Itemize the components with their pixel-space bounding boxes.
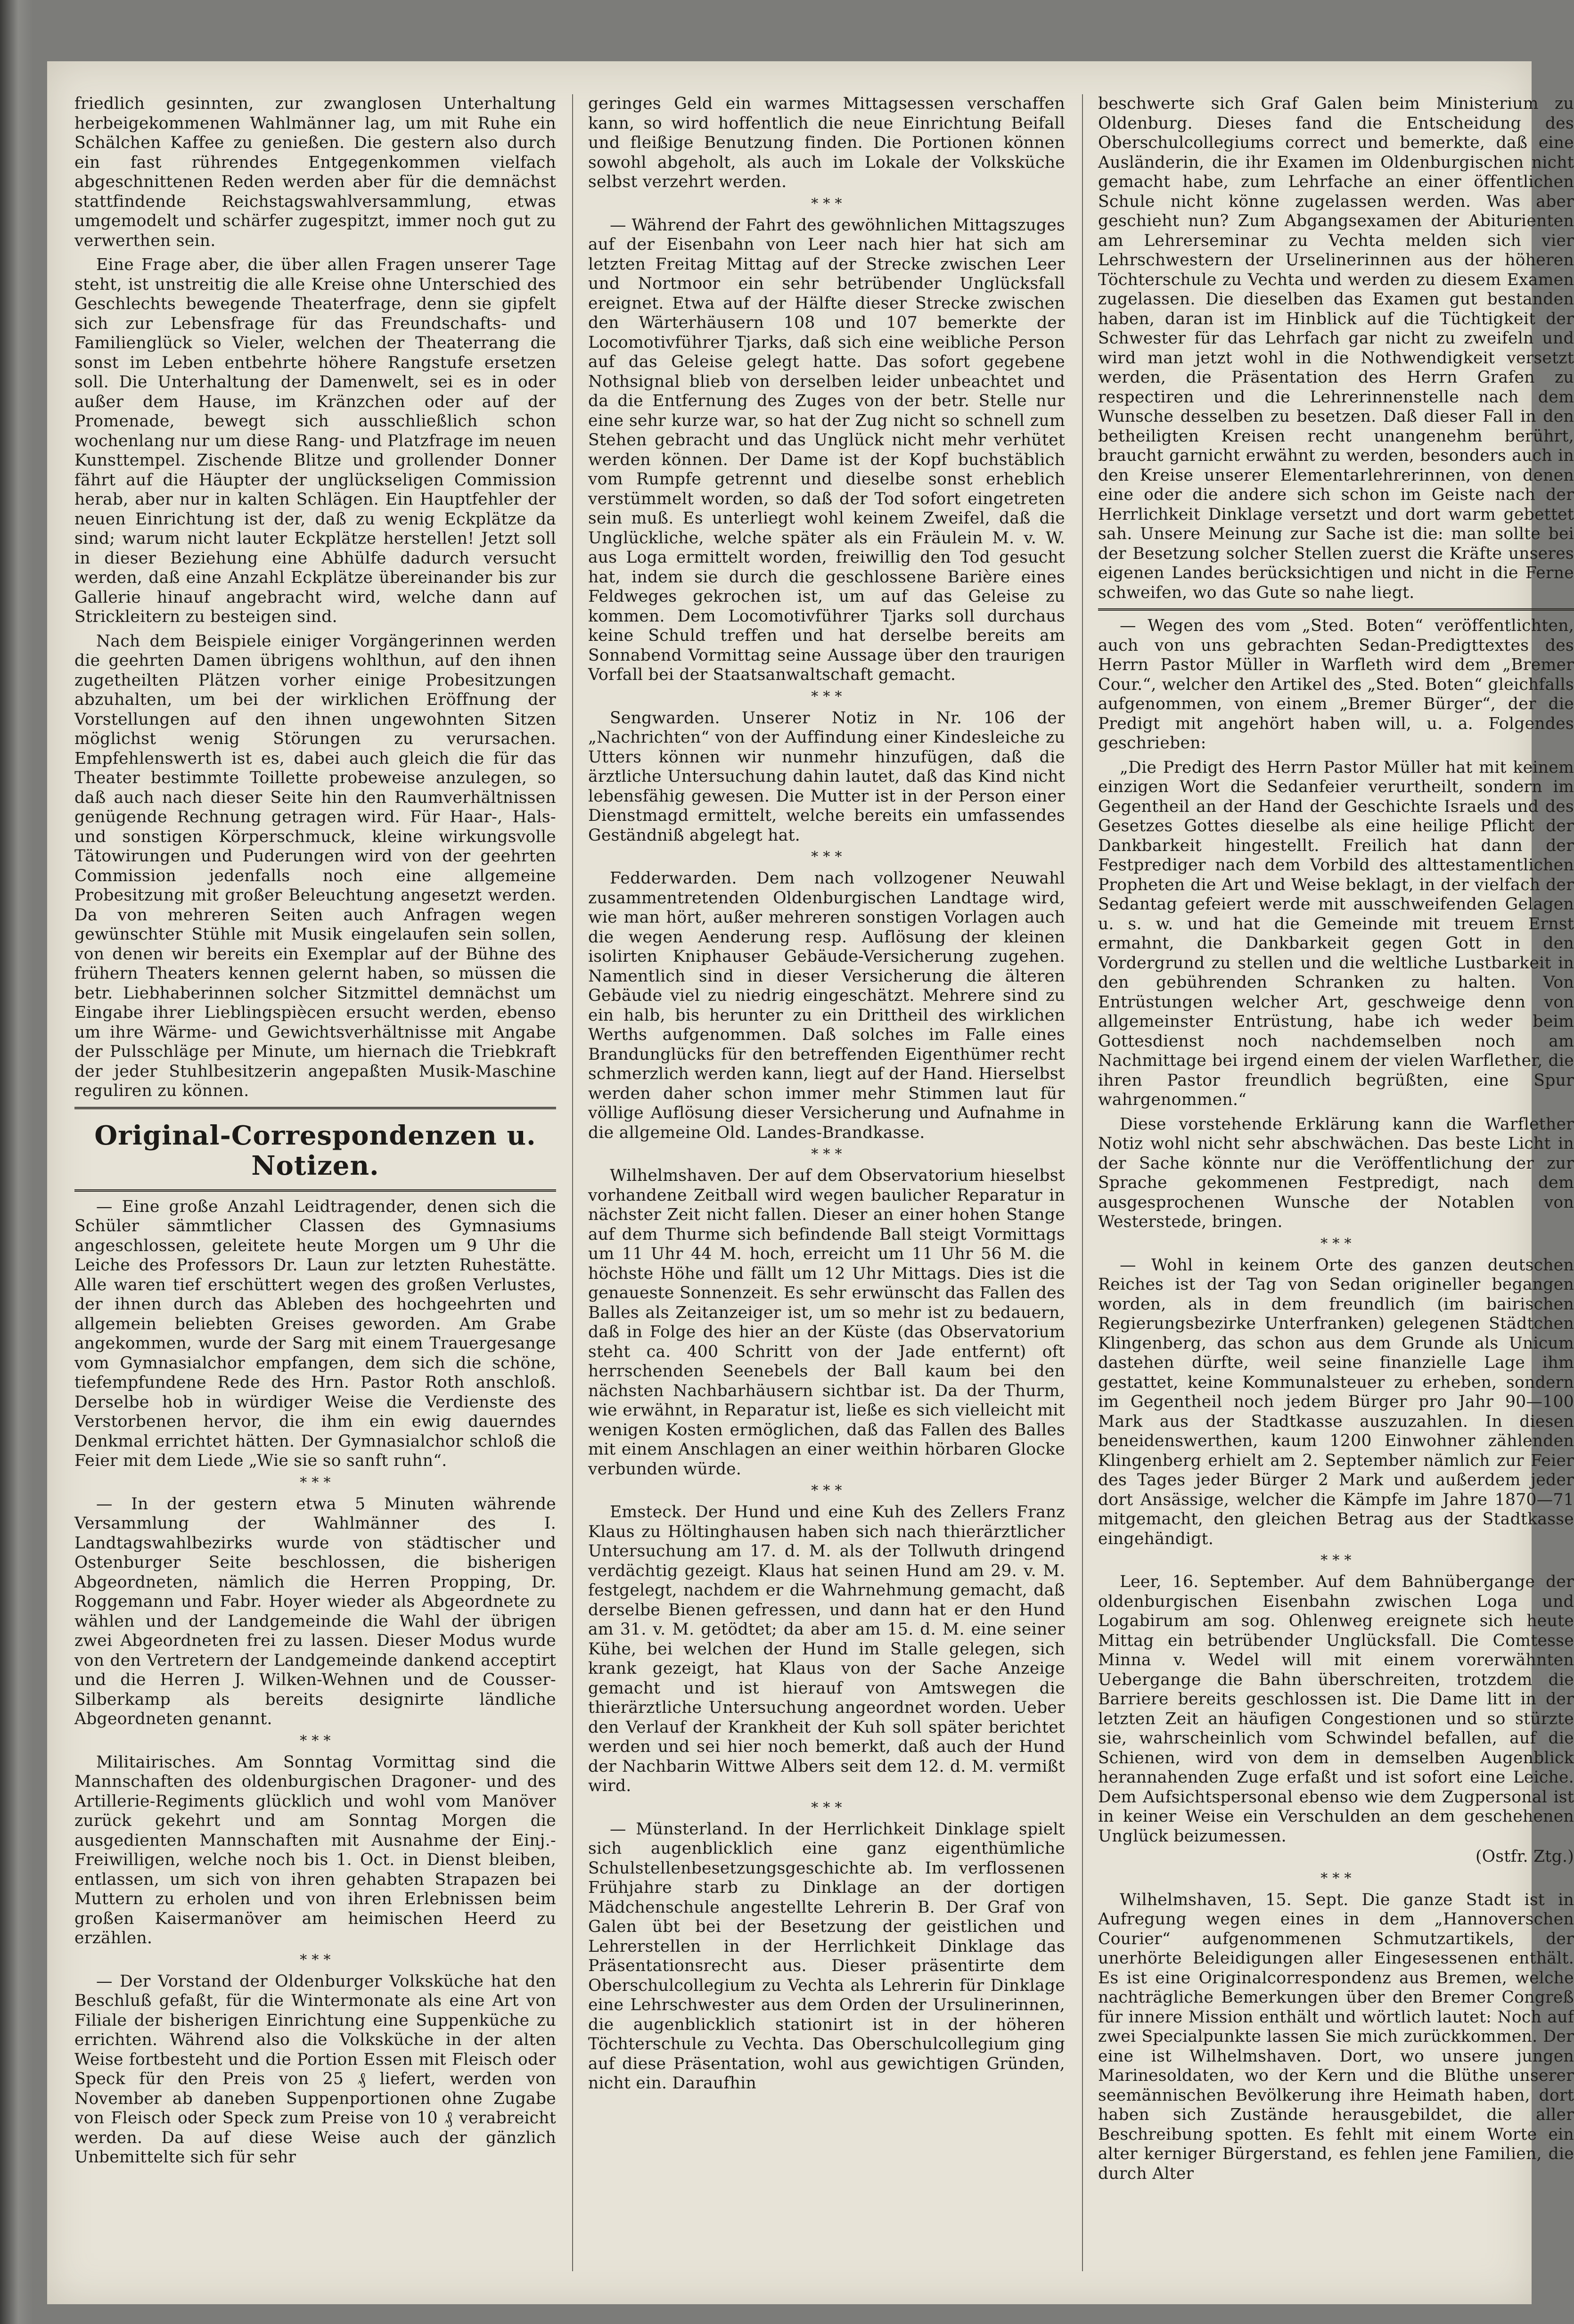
separator-stars: * * * xyxy=(1320,1870,1352,1887)
separator-stars: * * * xyxy=(300,1951,331,1968)
article-paragraph: Emsteck. Der Hund und eine Kuh des Zellers Franz Klaus zu Höltinghausen haben sich nach thierärztlicher Untersuchung am 17. d. M. als der Tollwuth dringend verdächtig gezeigt. Klaus hat seinen Hund am 29. v. M. festgelegt, nachdem er die Wahrnehmung gemacht, daß derselbe Bienen gefressen, und dann hat er den Hund am 31. v. M. getödtet; da aber am 15. d. M. eine seiner Kühe, bei welchen der Hund im Stalle gelegen, sich krank gezeigt, hat Klaus von der Sache Anzeige gemacht und ist hierauf von Amtswegen die thierärztliche Untersuchung angeordnet worden. Ueber den Verlauf der Krankheit der Kuh soll später berichtet werden und sei hier noch bemerkt, daß auch der Hund der Nachbarin Wittwe Albers seit dem 12. d. M. vermißt wird. xyxy=(588,1503,1065,1795)
article-paragraph: Fedderwarden. Dem nach vollzogener Neuwahl zusammentretenden Oldenburgischen Landtage wird, wie man hört, außer mehreren sonstigen Vorlagen auch die wegen Aenderung resp. Auflösung der kleinen isolirten Kniphauser Gebäude-Versicherung zugehen. Namentlich sind in dieser Versicherung die älteren Gebäude viel zu niedrig eingeschätzt. Mehrere sind zu ein halb, bis herunter zu ein Drittheil des wirklichen Werths aufgenommen. Daß solches im Falle eines Brandunglücks für den betreffenden Eigenthümer recht schmerzlich werden kann, liegt auf der Hand. Hierselbst werden daher schon immer mehr Stimmen laut für völlige Auflösung dieser Versicherung und Aufnahme in die allgemeine Old. Landes-Brandkasse. xyxy=(588,869,1065,1142)
separator-stars: * * * xyxy=(300,1732,331,1749)
column-divider xyxy=(572,94,573,2271)
article-paragraph: — In der gestern etwa 5 Minuten währende Versammlung der Wahlmänner des I. Landtagswahlbezirks wurde von städtischer und Ostenburger Seite beschlossen, die bisherigen Abgeordneten, nämlich die Herren Propping, Dr. Roggemann und Fabr. Hoyer wieder als Abgeordnete zu wählen und der Landgemeinde die Wahl der übrigen zwei Abgeordneten frei zu lassen. Dieser Modus wurde von den Vertretern der Landgemeinde dankend acceptirt und die Herren J. Wilken-Wehnen und de Cousser-Silberkamp als bereits designirte ländliche Abgeordneten genannt. xyxy=(74,1494,556,1728)
separator-stars: * * * xyxy=(811,195,842,212)
article-paragraph: — Wohl in keinem Orte des ganzen deutschen Reiches ist der Tag von Sedan origineller begangen worden, als in dem freundlich (im bairischen Regierungsbezirke Unterfranken) gelegenen Städtchen Klingenberg, das schon aus dem Grunde als Unicum dastehen dürfte, weil seine finanzielle Lage ihm gestattet, keine Kommunalsteuer zu erheben, sondern im Gegentheil noch jedem Bürger pro Jahr 90—100 Mark aus der Stadtkasse auszuzahlen. In diesen beneidenswerthen, kaum 1200 Einwohner zählenden Klingenberg erhielt am 2. September nämlich zur Feier des Tages jeder Bürger 2 Mark und außerdem jeder dort Ansässige, welcher die Kämpfe im Jahre 1870—71 mitgemacht, den gleichen Betrag aus der Stadtkasse eingehändigt. xyxy=(1098,1255,1574,1548)
column-1 xyxy=(74,94,556,2271)
article-paragraph: „Die Predigt des Herrn Pastor Müller hat mit keinem einzigen Wort die Sedanfeier verurtheilt, sondern im Gegentheil an der Hand der Geschichte Israels und des Gesetzes Gottes dieselbe als eine heilige Pflicht der Dankbarkeit hingestellt. Freilich hat dann der Festprediger nach dem Vorbild des alttestamentlichen Propheten die Art und Weise beklagt, in der vielfach der Sedantag gefeiert werde mit ausschweifenden Gelagen u. s. w. und hat die Gemeinde mit treuem Ernst ermahnt, die Dankbarkeit gegen Gott in den Vordergrund zu stellen und die weltliche Lustbarkeit in den gebührenden Schranken zu halten. Von Entrüstungen welcher Art, geschweige denn von allgemeinster Entrüstung, habe ich weder beim Gottesdienst noch nachdemselben noch am Nachmittage bei irgend einem der vielen Warflether, die ihren Pastor freundlich begrüßten, eine Spur wahrgenommen.“ xyxy=(1098,758,1574,1109)
article-paragraph: — Münsterland. In der Herrlichkeit Dinklage spielt sich augenblicklich eine ganz eigenthümliche Schulstellenbesetzungsgeschichte ab. Im verflossenen Frühjahre starb zu Dinklage an der dortigen Mädchenschule angestellte Lehrerin B. Der Graf von Galen übt bei der Besetzung der geistlichen und Lehrerstellen in der Herrlichkeit Dinklage das Präsentationsrecht aus. Dieser präsentirte dem Oberschulcollegium zu Vechta als Lehrerin für Dinklage eine Lehrschwester aus dem Orden der Ursulinerinnen, die augenblicklich stationirt ist in der höheren Töchterschule zu Vechta. Das Oberschulcollegium ging auf diese Präsentation, wohl aus gewichtigen Gründen, nicht ein. Daraufhin xyxy=(588,1819,1065,2093)
separator-stars: * * * xyxy=(811,849,842,865)
article-paragraph: friedlich gesinnten, zur zwanglosen Unterhaltung herbeigekommenen Wahlmänner lag, um mit Ruhe ein Schälchen Kaffee zu genießen. Die gestern also durch ein fast rührendes Entgegenkommen vielfach abgeschnittenen Reden werden aber für die demnächst stattfindende Reichstagswahlversammlung, etwas umgemodelt und schärfer zugespitzt, immer noch gut zu verwerthen sein. xyxy=(74,94,556,250)
article-paragraph: Militairisches. Am Sonntag Vormittag sind die Mannschaften des oldenburgischen Dragoner- und des Artillerie-Regiments glücklich und wohl vom Manöver zurück gekehrt und am Sonntag Morgen die ausgedienten Mannschaften mit Ausnahme der Einj.-Freiwilligen, welche noch bis 1. Oct. in Dienst bleiben, entlassen, um sich von ihren gehabten Strapazen bei Muttern zu erholen und von ihren Erlebnissen beim großen Kaisermanöver am heimischen Heerd zu erzählen. xyxy=(74,1752,556,1948)
separator-stars: * * * xyxy=(1320,1235,1352,1252)
article-paragraph: Sengwarden. Unserer Notiz in Nr. 106 der „Nachrichten“ von der Auffindung einer Kindesleiche zu Utters können wir nunmehr hinzufügen, daß die ärztliche Untersuchung dahin lautet, daß das Kind nicht lebensfähig gewesen. Die Mutter ist in der Person einer Dienstmagd ermittelt, welche bereits ein umfassendes Geständniß abgelegt hat. xyxy=(588,708,1065,845)
section-rule xyxy=(74,1107,556,1109)
separator-stars: * * * xyxy=(300,1474,331,1491)
article-paragraph: Wilhelmshaven, 15. Sept. Die ganze Stadt ist in Aufregung wegen eines in dem „Hannoverschen Courier“ aufgenommenen Schmutzartikels, der unerhörte Beleidigungen aller Eingesessenen enthält. Es ist eine Originalcorrespondenz aus Bremen, welche nachträgliche Bemerkungen über den Bremer Congreß für innere Mission enthält und wörtlich lautet: Noch auf zwei Specialpunkte lassen Sie mich zurückkommen. Der eine ist Wilhelmshaven. Dort, wo unsere jungen Marinesoldaten, wo der Kern und die Blüthe unserer seemännischen Bevölkerung ihre Heimath haben, dort haben sich Zustände herausgebildet, die aller Beschreibung spotten. Es fehlt mit einem Worte ein alter kerniger Bürgerstand, es fehlen jene Familien, die durch Alter xyxy=(1098,1890,1574,2183)
article-paragraph: — Wegen des vom „Sted. Boten“ veröffentlichten, auch von uns gebrachten Sedan-Predigttextes des Herrn Pastor Müller in Warfleth wird dem „Bremer Cour.“, welcher den Artikel des „Sted. Boten“ gleichfalls aufgenommen, von einem „Bremer Bürger“, der die Predigt mit angehört haben will, u. a. Folgendes geschrieben: xyxy=(1098,616,1574,753)
section-rule xyxy=(74,1189,556,1192)
separator-stars: * * * xyxy=(811,1482,842,1499)
article-paragraph: beschwerte sich Graf Galen beim Ministerium zu Oldenburg. Dieses fand die Entscheidung des Oberschulcollegiums correct und bemerkte, daß eine Ausländerin, die ihr Examen im Oldenburgischen nicht gemacht habe, zum Lehrfache an einer öffentlichen Schule nicht könne zugelassen werden. Was aber geschieht nun? Zum Abgangsexamen der Abiturienten am Lehrerseminar zu Vechta melden sich vier Lehrschwestern der Urselinerinnen aus der höheren Töchterschule zu Vechta und werden zu diesem Examen zugelassen. Die dieselben das Examen gut bestanden haben, daran ist im Hinblick auf die Tüchtigkeit der Schwester für das Lehrfach gar nicht zu zweifeln und wird man jetzt wohl in die Nothwendigkeit versetzt werden, die Präsentation des Herrn Grafen zu respectiren und die Lehrerinnenstelle nach dem Wunsche desselben zu besetzen. Daß dieser Fall in den betheiligten Kreisen recht unangenehm berührt, braucht garnicht erwähnt zu werden, besonders auch in den Kreise unserer Elementarlehrerinnen, von denen eine oder die andere sich schon im Geiste nach der Herrlichkeit Dinklage versetzt und dort warm gebettet sah. Unsere Meinung zur Sache ist die: man sollte bei der Besetzung solcher Stellen zuerst die Kräfte unseres eigenen Landes berücksichtigen und nicht in die Ferne schweifen, wo das Gute so nahe liegt. xyxy=(1098,94,1574,602)
section-heading: Original-Correspondenzen u. Notizen. xyxy=(94,1120,536,1181)
article-paragraph: Diese vorstehende Erklärung kann die Warflether Notiz wohl nicht sehr abschwächen. Das beste Licht in der Sache könnte nur die Veröffentlichung der zur Sprache gekommenen Festpredigt, nach dem ausgesprochenen Wunsche der Notablen von Westerstede, bringen. xyxy=(1098,1114,1574,1231)
section-rule xyxy=(1098,608,1574,611)
newspaper-page xyxy=(47,61,1574,2304)
article-paragraph: Eine Frage aber, die über allen Fragen unserer Tage steht, ist unstreitig die alle Kreise ohne Unterschied des Geschlechts bewegende Theaterfrage, denn sie gipfelt sich zur Lebensfrage für das Freundschafts- und Familienglück so Vieler, welchen der Theaterrang die sonst im Leben entbehrte höhere Rangstufe ersetzen soll. Die Unterhaltung der Damenwelt, sei es in oder außer dem Hause, im Kränzchen oder auf der Promenade, bewegt sich ausschließlich schon wochenlang nur um diese Rang- und Platzfrage im neuen Kunsttempel. Zischende Blitze und grollender Donner fährt auf die Häupter der unglückseligen Commission herab, aber nur in kalten Schlägen. Ein Hauptfehler der neuen Einrichtung ist der, daß zu wenig Eckplätze da sind; warum nicht lauter Eckplätze herstellen! Jetzt soll in dieser Beziehung eine Abhülfe dadurch versucht werden, daß eine Anzahl Eckplätze übereinander bis zur Gallerie hinauf angebracht wird, welche dann auf Strickleitern zu besteigen sind. xyxy=(74,255,556,626)
article-paragraph: Nach dem Beispiele einiger Vorgängerinnen werden die geehrten Damen übrigens wohlthun, auf den ihnen zugetheilten Plätzen vorher einige Probesitzungen abzuhalten, um bei der wirklichen Eröffnung der Vorstellungen auf den ihnen ungewohnten Sitzen möglichst wenig Störungen zu verursachen. Empfehlenswerth ist es, dabei auch gleich die für das Theater bestimmte Toillette probeweise anzulegen, so daß auch nach dieser Seite hin den Raumverhältnissen genügende Rechnung getragen wird. Für Haar-, Hals- und sonstigen Körperschmuck, kleine wirkungsvolle Tätowirungen und Puderungen wird von der geehrten Commission jedenfalls noch eine allgemeine Probesitzung mit großer Beleuchtung angesetzt werden. Da von mehreren Seiten auch Anfragen wegen gewünschter Stühle mit Musik eingelaufen sein sollen, von denen wir bereits ein Exemplar auf der Bühne des frühern Theaters kennen gelernt haben, so müssen die betr. Liebhaberinnen solcher Sitzmittel demnächst um Eingabe ihrer Lieblingspiècen ersucht werden, ebenso um ihre Wärme- und Gewichtsverhältnisse mit Angabe der Pulsschläge per Minute, um hiernach die Triebkraft der jeder Stuhlbesitzerin angepaßten Musik-Maschine reguliren zu können. xyxy=(74,631,556,1100)
source-attribution: (Ostfr. Ztg.) xyxy=(1476,1847,1574,1866)
book-spine-shadow xyxy=(0,0,33,2324)
separator-stars: * * * xyxy=(811,1799,842,1816)
article-paragraph: — Während der Fahrt des gewöhnlichen Mittagszuges auf der Eisenbahn von Leer nach hier hat sich am letzten Freitag Mittag auf der Strecke zwischen Leer und Nortmoor ein sehr betrübender Unglücksfall ereignet. Etwa auf der Hälfte dieser Strecke zwischen den Wärterhäusern 108 und 107 bemerkte der Locomotivführer Tjarks, daß sich eine weibliche Person auf das Geleise gelegt hatte. Das sofort gegebene Nothsignal blieb von derselben leider unbeachtet und da die Entfernung des Zuges von der betr. Stelle nur eine sehr kurze war, so hat der Zug nicht so schnell zum Stehen gebracht und das Unglück nicht mehr verhütet werden können. Der Dame ist der Kopf buchstäblich vom Rumpfe getrennt und dieselbe sonst erheblich verstümmelt worden, so daß der Tod sofort eingetreten sein muß. Es unterliegt wohl keinem Zweifel, daß die Unglückliche, welche später als ein Fräulein M. v. W. aus Loga ermittelt worden, freiwillig den Tod gesucht hat, indem sie durch die geschlossene Barière eines Feldweges gekrochen ist, um auf das Geleise zu kommen. Dem Locomotivführer Tjarks soll durchaus keine Schuld treffen und hat derselbe bereits am Sonnabend Vormittag seine Aussage über den traurigen Vorfall bei der Staatsanwaltschaft gemacht. xyxy=(588,215,1065,684)
column-2 xyxy=(588,94,1065,2271)
article-paragraph: — Eine große Anzahl Leidtragender, denen sich die Schüler sämmtlicher Classen des Gymnasiums angeschlossen, geleitete heute Morgen um 9 Uhr die Leiche des Professors Dr. Laun zur letzten Ruhestätte. Alle waren tief erschüttert wegen des großen Verlustes, der ihnen durch das Ableben des hochgeehrten und allgemein beliebten Greises geworden. Am Grabe angekommen, wurde der Sarg mit einem Trauergesange vom Gymnasialchor empfangen, dem sich die schöne, tiefempfundene Rede des Hrn. Pastor Roth anschloß. Derselbe hob in würdiger Weise die Verdienste des Verstorbenen hervor, die ihm ein ewig dauerndes Denkmal errichtet hätten. Der Gymnasialchor schloß die Feier mit dem Liede „Wie sie so sanft ruhn“. xyxy=(74,1197,556,1470)
separator-stars: * * * xyxy=(811,1146,842,1162)
separator-stars: * * * xyxy=(811,688,842,705)
separator-stars: * * * xyxy=(1320,1552,1352,1569)
article-paragraph: — Der Vorstand der Oldenburger Volksküche hat den Beschluß gefaßt, für die Wintermonate als eine Art von Filiale der bisherigen Einrichtung eine Suppenküche zu errichten. Während also die Volksküche in der alten Weise fortbesteht und die Portion Essen mit Fleisch oder Speck für den Preis von 25 ₰ liefert, werden von November ab daneben Suppenportionen ohne Zugabe von Fleisch oder Speck zum Preise von 10 ₰ verabreicht werden. Da auf diese Weise auch der gänzlich Unbemittelte sich für sehr xyxy=(74,1972,556,2167)
article-paragraph: Wilhelmshaven. Der auf dem Observatorium hieselbst vorhandene Zeitball wird wegen baulicher Reparatur in nächster Zeit nicht fallen. Dieser an einer hohen Stange auf dem Thurme sich befindende Ball steigt Vormittags um 11 Uhr 44 M. hoch, erreicht um 11 Uhr 56 M. die höchste Höhe und fällt um 12 Uhr Mittags. Dies ist die genaueste Sonnenzeit. Es sehr erwünscht das Fallen des Balles als Zeitanzeiger ist, um so mehr ist zu bedauern, daß in Folge des hier an der Küste (das Observatorium steht ca. 400 Schritt von der Jade entfernt) oft herrschenden Seenebels der Ball kaum bei den nächsten Nachbarhäusern sichtbar ist. Da der Thurm, wie erwähnt, in Reparatur ist, ließe es sich vielleicht mit wenigen Kosten ermöglichen, daß das Fallen des Balles mit einem Anschlagen an einer weithin hörbaren Glocke verbunden würde. xyxy=(588,1166,1065,1479)
column-3 xyxy=(1098,94,1574,2271)
column-divider xyxy=(1082,94,1083,2271)
article-paragraph: geringes Geld ein warmes Mittagsessen verschaffen kann, so wird hoffentlich die neue Einrichtung Beifall und fleißige Benutzung finden. Die Portionen können sowohl abgeholt, als auch im Lokale der Volksküche selbst verzehrt werden. xyxy=(588,94,1065,191)
article-paragraph: Leer, 16. September. Auf dem Bahnübergange der oldenburgischen Eisenbahn zwischen Loga und Logabirum am sog. Ohlenweg ereignete sich heute Mittag ein betrübender Unglücksfall. Die Comtesse Minna v. Wedel will mit einem vorerwähnten Uebergange die Bahn überschreiten, trotzdem die Barriere bereits geschlossen ist. Die Dame litt in der letzten Zeit an häufigen Congestionen und so stürzte sie, wahrscheinlich vom Schwindel befallen, auf die Schienen, wird von dem in demselben Augenblick herannahenden Zuge erfaßt und ist sofort eine Leiche. Dem Aufsichtspersonal ebenso wie dem Zugpersonal ist in keiner Weise ein Verschulden an dem geschehenen Unglück beizumessen. xyxy=(1098,1572,1574,1846)
